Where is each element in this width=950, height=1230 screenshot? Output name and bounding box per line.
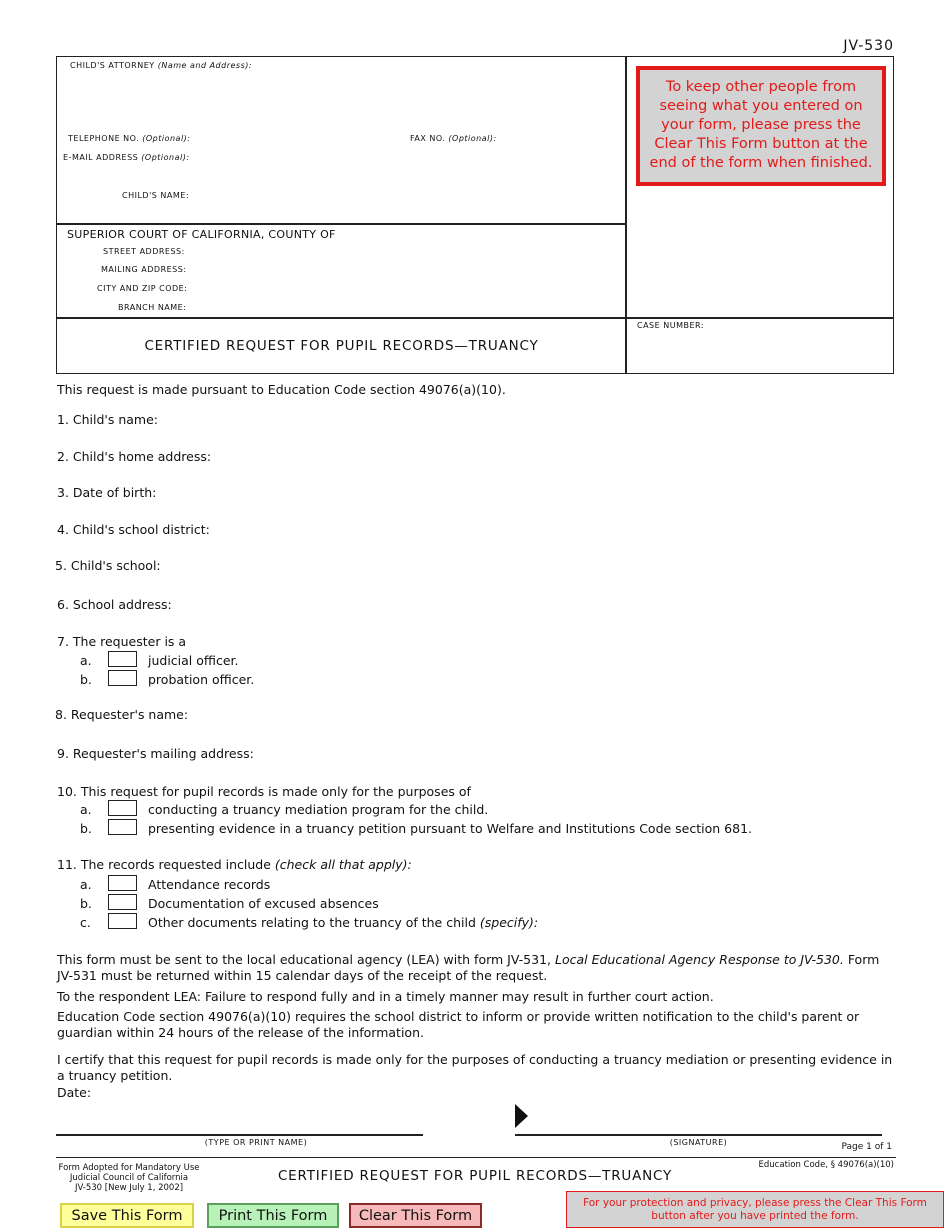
- item-10a-letter: a.: [80, 802, 92, 817]
- item-11b-letter: b.: [80, 896, 92, 911]
- signature-arrow-icon: [515, 1104, 529, 1128]
- fax-label-sub: (Optional):: [448, 134, 497, 143]
- notice-jv531-text-b: Form JV-531 must be returned within 15 calendar days of the receipt of the request.: [57, 952, 880, 983]
- print-name-line: [56, 1134, 423, 1136]
- email-label-sub: (Optional):: [141, 153, 190, 162]
- item-2-label: 2. Child's home address:: [57, 449, 212, 464]
- item-7a-letter: a.: [80, 653, 92, 668]
- mediation-program-checkbox[interactable]: [108, 800, 137, 816]
- excused-absences-checkbox[interactable]: [108, 894, 137, 910]
- page-number: Page 1 of 1: [841, 1142, 892, 1152]
- email-label-text: E-MAIL ADDRESS: [63, 153, 139, 162]
- item-10b-letter: b.: [80, 821, 92, 836]
- notice-jv531-text-a: This form must be sent to the local educational agency (LEA) with form JV-531,: [57, 952, 555, 967]
- certification-text: I certify that this request for pupil records is made only for the purposes of conducting a truancy mediation or presenting evidence in a truancy petition.: [57, 1052, 893, 1083]
- footer-title: CERTIFIED REQUEST FOR PUPIL RECORDS—TRUANCY: [277, 1168, 673, 1184]
- form-number: JV-530: [843, 38, 894, 54]
- item-11b-text: Documentation of excused absences: [148, 896, 379, 911]
- item-11-label: [57, 857, 412, 873]
- notice-respondent: To the respondent LEA: Failure to respond fully and in a timely manner may result in further court action.: [57, 989, 714, 1004]
- type-print-name-label: (TYPE OR PRINT NAME): [204, 1138, 308, 1147]
- adopted-line-2: Judicial Council of California: [69, 1173, 189, 1183]
- city-zip-label: CITY AND ZIP CODE:: [97, 284, 188, 293]
- item-11-italic: (check all that apply):: [274, 857, 412, 872]
- footer-code: Education Code, § 49076(a)(10): [758, 1160, 894, 1170]
- privacy-note: For your protection and privacy, please press the Clear This Form button after you have printed the form.: [566, 1191, 944, 1228]
- item-11c-text: [148, 915, 538, 931]
- item-8-label: 8. Requester's name:: [55, 707, 189, 722]
- item-10b-text: presenting evidence in a truancy petition pursuant to Welfare and Institutions Code section 681.: [148, 821, 752, 836]
- telephone-label-sub: (Optional):: [142, 134, 191, 143]
- item-11-text: 11. The records requested include: [57, 857, 275, 872]
- footer-rule: [56, 1157, 896, 1158]
- notice-education-code: Education Code section 49076(a)(10) requires the school district to inform or provide written notification to the child's parent or guardian within 24 hours of the release of the information.: [57, 1009, 860, 1040]
- attendance-records-checkbox[interactable]: [108, 875, 137, 891]
- attorney-label-sub: (Name and Address):: [157, 61, 253, 70]
- notice-jv531: [57, 952, 897, 984]
- telephone-label-text: TELEPHONE NO.: [68, 134, 140, 143]
- clear-form-button[interactable]: Clear This Form: [349, 1203, 482, 1228]
- judicial-officer-checkbox[interactable]: [108, 651, 137, 667]
- item-6-label: 6. School address:: [57, 597, 172, 612]
- child-name-label: CHILD'S NAME:: [122, 191, 190, 200]
- clear-form-warning: To keep other people from seeing what you entered on your form, please press the Clear This Form button at the end of the form when finished.: [636, 66, 886, 186]
- street-address-label: STREET ADDRESS:: [103, 247, 185, 256]
- email-label: [63, 153, 190, 162]
- item-1-label: 1. Child's name:: [57, 412, 159, 427]
- adopted-line-3: JV-530 [New July 1, 2002]: [74, 1183, 184, 1193]
- fax-label-text: FAX NO.: [410, 134, 446, 143]
- item-11a-text: Attendance records: [148, 877, 271, 892]
- adopted-block: [56, 1163, 202, 1193]
- case-number-label: CASE NUMBER:: [637, 321, 705, 330]
- item-7-label: 7. The requester is a: [57, 634, 187, 649]
- form-title: CERTIFIED REQUEST FOR PUPIL RECORDS—TRUANCY: [144, 338, 539, 354]
- item-9-label: 9. Requester's mailing address:: [57, 746, 254, 761]
- other-documents-checkbox[interactable]: [108, 913, 137, 929]
- signature-line: [515, 1134, 882, 1136]
- item-11c-main: Other documents relating to the truancy of the child: [148, 915, 480, 930]
- item-11c-letter: c.: [80, 915, 91, 930]
- item-7b-letter: b.: [80, 672, 92, 687]
- item-4-label: 4. Child's school district:: [57, 522, 210, 537]
- intro-text: This request is made pursuant to Education Code section 49076(a)(10).: [57, 382, 506, 397]
- item-11a-letter: a.: [80, 877, 92, 892]
- truancy-petition-checkbox[interactable]: [108, 819, 137, 835]
- telephone-label: [68, 134, 190, 143]
- signature-label: (SIGNATURE): [669, 1138, 728, 1147]
- attorney-label: [70, 61, 252, 70]
- notice-jv531-italic: Local Educational Agency Response to JV-530.: [554, 952, 844, 967]
- item-5-label: 5. Child's school:: [55, 558, 161, 573]
- item-3-label: 3. Date of birth:: [57, 485, 157, 500]
- item-10-label: 10. This request for pupil records is made only for the purposes of: [57, 784, 471, 799]
- court-label: SUPERIOR COURT OF CALIFORNIA, COUNTY OF: [67, 228, 336, 241]
- date-label: Date:: [57, 1085, 92, 1100]
- fax-label: [410, 134, 497, 143]
- print-form-button[interactable]: Print This Form: [207, 1203, 339, 1228]
- item-11c-italic: (specify):: [479, 915, 539, 930]
- mailing-address-label: MAILING ADDRESS:: [101, 265, 187, 274]
- probation-officer-checkbox[interactable]: [108, 670, 137, 686]
- item-7b-text: probation officer.: [148, 672, 255, 687]
- branch-name-label: BRANCH NAME:: [118, 303, 187, 312]
- item-10a-text: conducting a truancy mediation program for the child.: [148, 802, 489, 817]
- adopted-line-1: Form Adopted for Mandatory Use: [58, 1163, 200, 1173]
- save-form-button[interactable]: Save This Form: [60, 1203, 194, 1228]
- attorney-label-text: CHILD'S ATTORNEY: [70, 61, 155, 70]
- item-7a-text: judicial officer.: [148, 653, 239, 668]
